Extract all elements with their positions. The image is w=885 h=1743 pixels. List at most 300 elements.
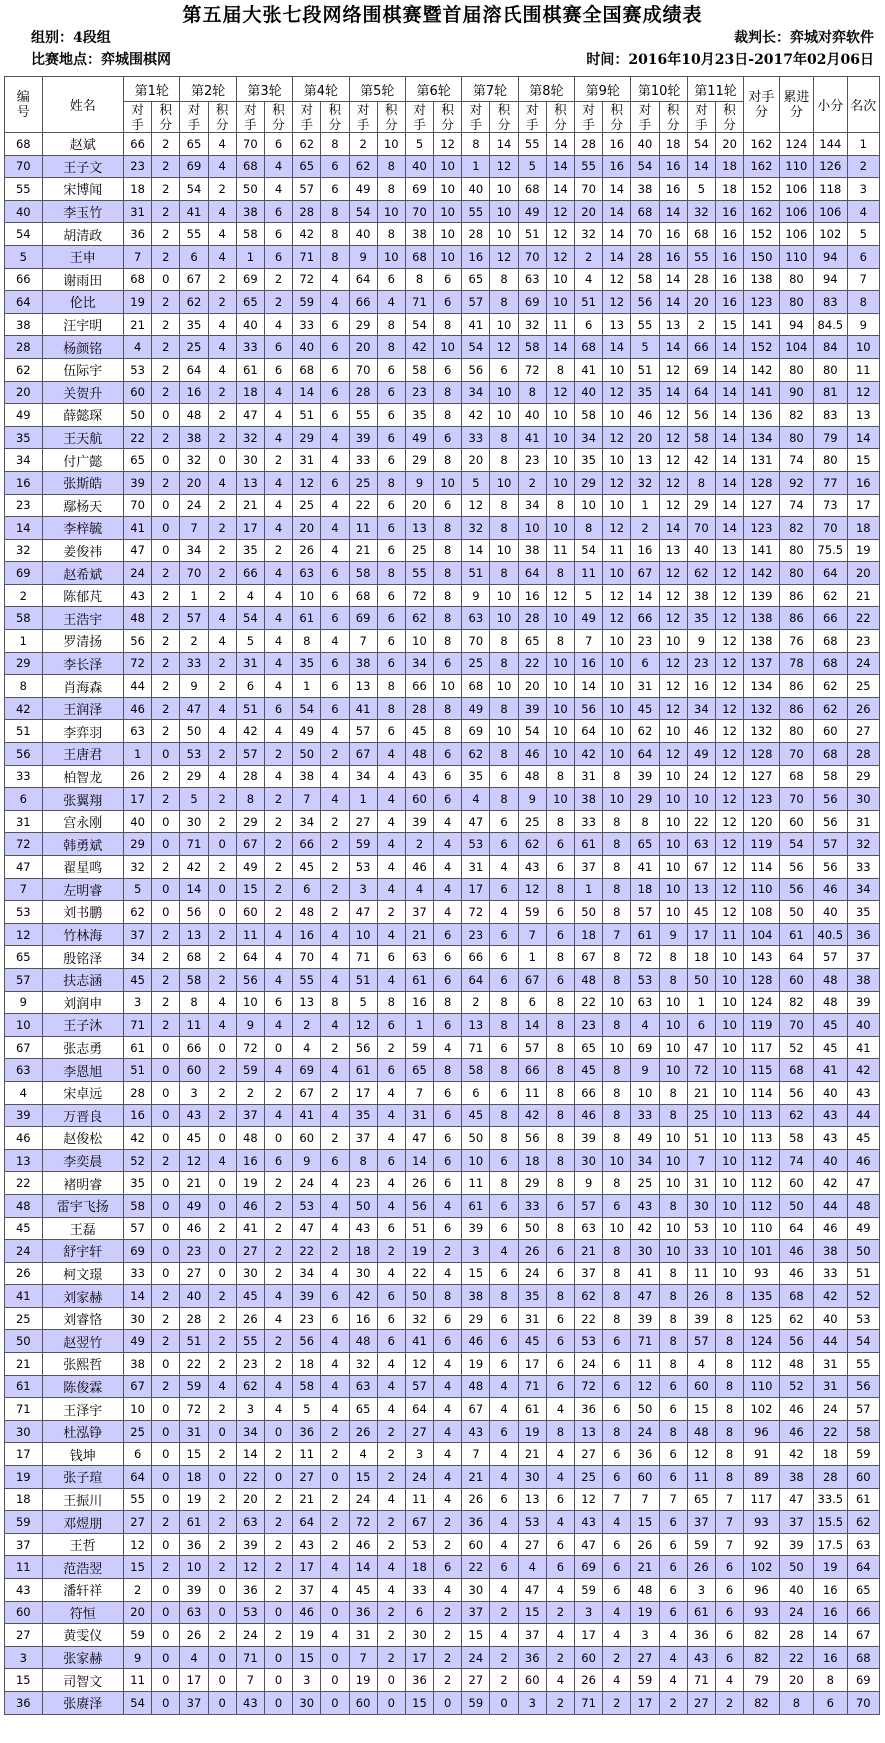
table-row: [5, 1443, 880, 1466]
round-2-opponent: 7: [180, 517, 208, 540]
round-5-opponent: 55: [349, 404, 377, 427]
round-4-points: 6: [321, 381, 349, 404]
round-4-opponent: 70: [293, 946, 321, 969]
round-2-opponent: 15: [180, 1443, 208, 1466]
round-7-opponent: 1: [462, 155, 490, 178]
player-name: 雷宇飞扬: [42, 1194, 123, 1217]
round-8-opponent: 20: [518, 675, 546, 698]
round-7-opponent: 47: [462, 810, 490, 833]
round-10-opponent: 49: [631, 1127, 659, 1150]
round-10-opponent: 4: [631, 1014, 659, 1037]
round-9-opponent: 1: [575, 878, 603, 901]
round-5-opponent: 63: [349, 1375, 377, 1398]
round-2-opponent: 35: [180, 313, 208, 336]
progressive-score: 50: [779, 1556, 813, 1579]
round-8-opponent: 9: [518, 788, 546, 811]
round-5-opponent: 25: [349, 471, 377, 494]
round-1-opponent: 54: [124, 1691, 152, 1714]
round-4-points: 6: [321, 607, 349, 630]
round-6-points: 4: [434, 1443, 462, 1466]
table-row: [5, 155, 880, 178]
round-9-points: 14: [603, 245, 631, 268]
rank: 1: [847, 133, 879, 156]
round-11-opponent: 54: [687, 133, 715, 156]
round-5-points: 4: [377, 878, 405, 901]
round-4-opponent: 30: [293, 1691, 321, 1714]
round-1-opponent: 18: [124, 178, 152, 201]
round-6-opponent: 48: [405, 743, 433, 766]
round-8-points: 8: [546, 765, 574, 788]
round-7-points: 12: [490, 245, 518, 268]
round-5-opponent: 46: [349, 1533, 377, 1556]
round-9-opponent: 68: [575, 336, 603, 359]
round-7-opponent: 67: [462, 1398, 490, 1421]
round-11-points: 12: [715, 720, 743, 743]
rank: 44: [847, 1104, 879, 1127]
round-6-opponent: 55: [405, 562, 433, 585]
round-3-opponent: 31: [236, 652, 264, 675]
round-10-opponent: 38: [631, 178, 659, 201]
round-5-opponent: 3: [349, 878, 377, 901]
opponent-score: 128: [744, 968, 779, 991]
round-6-opponent: 40: [405, 155, 433, 178]
round-10-opponent: 39: [631, 765, 659, 788]
round-5-opponent: 11: [349, 517, 377, 540]
small-score: 62: [814, 584, 847, 607]
round-10-opponent: 62: [631, 720, 659, 743]
opponent-score: 91: [744, 1443, 779, 1466]
round-11-points: 12: [715, 878, 743, 901]
opponent-score: 101: [744, 1240, 779, 1263]
opponent-score: 127: [744, 494, 779, 517]
header-round-1: 第1轮: [124, 77, 180, 102]
round-11-points: 8: [715, 1466, 743, 1489]
round-4-opponent: 26: [293, 539, 321, 562]
round-4-opponent: 33: [293, 313, 321, 336]
small-score: 83: [814, 404, 847, 427]
player-number: 5: [5, 245, 43, 268]
small-score: 66: [814, 607, 847, 630]
round-1-points: 0: [152, 1646, 180, 1669]
round-10-opponent: 58: [631, 268, 659, 291]
table-row: [5, 471, 880, 494]
round-7-points: 6: [490, 1036, 518, 1059]
round-9-opponent: 40: [575, 381, 603, 404]
table-row: [5, 426, 880, 449]
round-9-opponent: 54: [575, 539, 603, 562]
round-9-points: 8: [603, 1014, 631, 1037]
round-10-points: 10: [659, 901, 687, 924]
round-4-points: 4: [321, 1579, 349, 1602]
round-10-points: 12: [659, 494, 687, 517]
small-score: 41: [814, 1059, 847, 1082]
round-1-opponent: 52: [124, 1149, 152, 1172]
table-row: [5, 223, 880, 246]
round-3-points: 4: [264, 155, 292, 178]
round-1-opponent: 17: [124, 788, 152, 811]
round-1-opponent: 44: [124, 675, 152, 698]
round-10-opponent: 13: [631, 449, 659, 472]
round-8-opponent: 13: [518, 1488, 546, 1511]
opponent-score: 119: [744, 833, 779, 856]
round-7-points: 6: [490, 358, 518, 381]
round-3-points: 2: [264, 1172, 292, 1195]
round-1-points: 0: [152, 1262, 180, 1285]
round-1-opponent: 25: [124, 1420, 152, 1443]
player-number: 53: [5, 901, 43, 924]
opponent-score: 117: [744, 1036, 779, 1059]
round-11-points: 6: [715, 1579, 743, 1602]
round-8-opponent: 28: [518, 607, 546, 630]
round-1-points: 0: [152, 1104, 180, 1127]
opponent-score: 141: [744, 539, 779, 562]
round-2-points: 2: [208, 562, 236, 585]
round-2-opponent: 38: [180, 426, 208, 449]
round-5-points: 4: [377, 1262, 405, 1285]
round-11-points: 10: [715, 1036, 743, 1059]
progressive-score: 39: [779, 1533, 813, 1556]
round-10-opponent: 68: [631, 200, 659, 223]
round-11-opponent: 59: [687, 1533, 715, 1556]
round-6-points: 2: [434, 1511, 462, 1534]
progressive-score: 28: [779, 1624, 813, 1647]
round-3-points: 6: [264, 1149, 292, 1172]
round-7-points: 10: [490, 223, 518, 246]
round-2-opponent: 29: [180, 765, 208, 788]
round-2-points: 2: [208, 178, 236, 201]
round-10-points: 10: [659, 1036, 687, 1059]
round-7-opponent: 6: [462, 1081, 490, 1104]
round-5-points: 6: [377, 449, 405, 472]
round-7-points: 6: [490, 878, 518, 901]
round-3-opponent: 58: [236, 223, 264, 246]
round-3-points: 4: [264, 494, 292, 517]
round-3-opponent: 1: [236, 245, 264, 268]
round-3-opponent: 9: [236, 1014, 264, 1037]
round-9-opponent: 59: [575, 1579, 603, 1602]
round-1-opponent: 4: [124, 336, 152, 359]
round-1-points: 0: [152, 1669, 180, 1692]
round-7-opponent: 7: [462, 1443, 490, 1466]
progressive-score: 37: [779, 1511, 813, 1534]
round-2-points: 0: [208, 1466, 236, 1489]
round-8-opponent: 50: [518, 1217, 546, 1240]
round-10-opponent: 23: [631, 630, 659, 653]
round-5-points: 8: [377, 991, 405, 1014]
round-1-opponent: 70: [124, 494, 152, 517]
opponent-score: 136: [744, 404, 779, 427]
round-6-opponent: 9: [405, 471, 433, 494]
round-3-opponent: 30: [236, 1262, 264, 1285]
round-5-points: 2: [377, 1646, 405, 1669]
progressive-score: 70: [779, 743, 813, 766]
player-name: 宫永刚: [42, 810, 123, 833]
round-8-opponent: 25: [518, 810, 546, 833]
opponent-score: 162: [744, 200, 779, 223]
round-4-points: 2: [321, 1240, 349, 1263]
round-10-points: 6: [659, 1533, 687, 1556]
round-9-opponent: 46: [575, 1104, 603, 1127]
round-2-opponent: 9: [180, 675, 208, 698]
round-8-opponent: 10: [518, 517, 546, 540]
player-number: 24: [5, 1240, 43, 1263]
table-row: [5, 743, 880, 766]
round-7-opponent: 20: [462, 449, 490, 472]
round-1-opponent: 49: [124, 1330, 152, 1353]
round-2-points: 4: [208, 607, 236, 630]
round-10-opponent: 63: [631, 991, 659, 1014]
header-round-3: 第3轮: [236, 77, 292, 102]
rank: 27: [847, 720, 879, 743]
player-number: 3: [5, 1646, 43, 1669]
table-body: [5, 133, 880, 1715]
round-4-opponent: 68: [293, 358, 321, 381]
table-row: [5, 1307, 880, 1330]
round-2-opponent: 20: [180, 471, 208, 494]
round-3-opponent: 17: [236, 517, 264, 540]
round-8-points: 8: [546, 946, 574, 969]
round-2-points: 4: [208, 200, 236, 223]
round-6-opponent: 35: [405, 404, 433, 427]
round-3-opponent: 29: [236, 810, 264, 833]
round-11-points: 10: [715, 991, 743, 1014]
round-10-points: 14: [659, 200, 687, 223]
round-4-points: 2: [321, 878, 349, 901]
round-3-opponent: 38: [236, 200, 264, 223]
round-1-points: 0: [152, 1601, 180, 1624]
round-4-opponent: 1: [293, 675, 321, 698]
report-title: 第五届大张七段网络围棋赛暨首届溶氏围棋赛全国赛成绩表: [182, 4, 703, 26]
opponent-score: 104: [744, 923, 779, 946]
round-6-opponent: 39: [405, 810, 433, 833]
rank: 41: [847, 1036, 879, 1059]
round-2-points: 2: [208, 1059, 236, 1082]
round-5-opponent: 28: [349, 381, 377, 404]
round-1-opponent: 35: [124, 1172, 152, 1195]
round-8-opponent: 46: [518, 743, 546, 766]
round-8-opponent: 56: [518, 1127, 546, 1150]
player-number: 50: [5, 1330, 43, 1353]
round-6-opponent: 20: [405, 494, 433, 517]
round-8-opponent: 8: [518, 381, 546, 404]
player-name: 王振川: [42, 1488, 123, 1511]
round-1-opponent: 68: [124, 268, 152, 291]
round-11-points: 8: [715, 1443, 743, 1466]
round-5-points: 4: [377, 1127, 405, 1150]
player-name: 陈郁芃: [42, 584, 123, 607]
round-8-opponent: 23: [518, 449, 546, 472]
round-11-opponent: 62: [687, 562, 715, 585]
round-6-opponent: 26: [405, 1172, 433, 1195]
round-8-points: 6: [546, 1194, 574, 1217]
round-7-opponent: 26: [462, 1488, 490, 1511]
round-9-points: 10: [603, 494, 631, 517]
round-5-opponent: 54: [349, 200, 377, 223]
round-8-opponent: 38: [518, 539, 546, 562]
round-1-opponent: 56: [124, 630, 152, 653]
player-number: 65: [5, 946, 43, 969]
round-7-points: 6: [490, 1194, 518, 1217]
round-3-points: 2: [264, 743, 292, 766]
round-2-opponent: 63: [180, 1601, 208, 1624]
round-4-opponent: 45: [293, 856, 321, 879]
round-10-points: 10: [659, 878, 687, 901]
table-row: [5, 1240, 880, 1263]
table-row: [5, 901, 880, 924]
round-11-points: 10: [715, 1081, 743, 1104]
round-6-opponent: 41: [405, 1330, 433, 1353]
round-3-points: 2: [264, 539, 292, 562]
round-7-opponent: 11: [462, 1172, 490, 1195]
round-11-opponent: 10: [687, 788, 715, 811]
header-round-8: 第8轮: [518, 77, 574, 102]
round-4-opponent: 24: [293, 1172, 321, 1195]
round-1-opponent: 1: [124, 743, 152, 766]
round-10-points: 14: [659, 291, 687, 314]
round-8-opponent: 31: [518, 1307, 546, 1330]
round-7-opponent: 3: [462, 1240, 490, 1263]
round-2-points: 2: [208, 675, 236, 698]
round-1-points: 2: [152, 856, 180, 879]
round-4-points: 4: [321, 449, 349, 472]
round-10-points: 10: [659, 765, 687, 788]
player-number: 51: [5, 720, 43, 743]
round-10-points: 12: [659, 743, 687, 766]
round-7-opponent: 4: [462, 788, 490, 811]
table-row: [5, 833, 880, 856]
player-number: 33: [5, 765, 43, 788]
round-3-points: 0: [264, 1466, 292, 1489]
rank: 21: [847, 584, 879, 607]
round-9-points: 8: [603, 1127, 631, 1150]
round-1-opponent: 20: [124, 1601, 152, 1624]
header-round-9: 第9轮: [575, 77, 631, 102]
rank: 42: [847, 1059, 879, 1082]
rank: 25: [847, 675, 879, 698]
table-row: [5, 1127, 880, 1150]
round-11-points: 12: [715, 765, 743, 788]
round-4-opponent: 3: [293, 1669, 321, 1692]
round-5-opponent: 51: [349, 968, 377, 991]
round-10-opponent: 39: [631, 1307, 659, 1330]
rank: 14: [847, 426, 879, 449]
round-1-points: 2: [152, 1149, 180, 1172]
round-7-points: 8: [490, 788, 518, 811]
round-3-opponent: 60: [236, 901, 264, 924]
small-score: 8: [814, 1669, 847, 1692]
round-1-opponent: 65: [124, 449, 152, 472]
opponent-score: 102: [744, 1556, 779, 1579]
round-6-opponent: 19: [405, 1240, 433, 1263]
rank: 12: [847, 381, 879, 404]
player-name: 付广懿: [42, 449, 123, 472]
table-row: [5, 1194, 880, 1217]
progressive-score: 86: [779, 584, 813, 607]
round-10-opponent: 55: [631, 313, 659, 336]
table-row: [5, 1601, 880, 1624]
round-6-opponent: 16: [405, 991, 433, 1014]
round-3-points: 4: [264, 1307, 292, 1330]
round-1-points: 2: [152, 336, 180, 359]
table-row: [5, 1466, 880, 1489]
round-9-points: 16: [603, 133, 631, 156]
round-9-points: 10: [603, 1036, 631, 1059]
round-4-points: 6: [321, 471, 349, 494]
round-2-points: 2: [208, 810, 236, 833]
round-11-points: 12: [715, 697, 743, 720]
round-6-opponent: 60: [405, 788, 433, 811]
rank: 2: [847, 155, 879, 178]
round-9-points: 6: [603, 1466, 631, 1489]
round-3-points: 4: [264, 1059, 292, 1082]
round-2-opponent: 4: [180, 1646, 208, 1669]
player-number: 8: [5, 675, 43, 698]
round-7-opponent: 42: [462, 404, 490, 427]
round-4-opponent: 58: [293, 1375, 321, 1398]
small-score: 84: [814, 336, 847, 359]
round-4-points: 4: [321, 765, 349, 788]
round-10-points: 12: [659, 562, 687, 585]
progressive-score: 38: [779, 1466, 813, 1489]
round-1-opponent: 15: [124, 1556, 152, 1579]
progressive-score: 60: [779, 968, 813, 991]
round-9-points: 6: [603, 1533, 631, 1556]
round-3-points: 2: [264, 1240, 292, 1263]
round-7-opponent: 48: [462, 1375, 490, 1398]
round-1-opponent: 24: [124, 562, 152, 585]
round-11-opponent: 4: [687, 1353, 715, 1376]
round-2-points: 0: [208, 449, 236, 472]
round-11-points: 12: [715, 856, 743, 879]
round-8-points: 10: [546, 471, 574, 494]
small-score: 94: [814, 268, 847, 291]
round-6-opponent: 5: [405, 133, 433, 156]
player-number: 20: [5, 381, 43, 404]
round-6-opponent: 23: [405, 381, 433, 404]
round-11-points: 8: [715, 1420, 743, 1443]
round-6-opponent: 18: [405, 1556, 433, 1579]
round-10-points: 10: [659, 630, 687, 653]
round-1-points: 2: [152, 1511, 180, 1534]
progressive-score: 46: [779, 1262, 813, 1285]
round-2-points: 0: [208, 1420, 236, 1443]
round-4-opponent: 43: [293, 1533, 321, 1556]
opponent-score: 123: [744, 517, 779, 540]
round-8-points: 6: [546, 833, 574, 856]
round-7-points: 6: [490, 833, 518, 856]
round-11-opponent: 22: [687, 810, 715, 833]
round-6-opponent: 59: [405, 1036, 433, 1059]
round-11-opponent: 55: [687, 245, 715, 268]
round-9-opponent: 61: [575, 833, 603, 856]
round-6-opponent: 63: [405, 946, 433, 969]
round-4-points: 6: [321, 178, 349, 201]
player-name: 李奕晨: [42, 1149, 123, 1172]
progressive-score: 110: [779, 245, 813, 268]
player-name: 张志勇: [42, 1036, 123, 1059]
round-1-points: 2: [152, 358, 180, 381]
small-score: 68: [814, 652, 847, 675]
opponent-score: 112: [744, 1172, 779, 1195]
round-4-points: 6: [321, 313, 349, 336]
round-8-opponent: 4: [518, 1556, 546, 1579]
round-4-opponent: 39: [293, 1285, 321, 1308]
round-6-opponent: 21: [405, 923, 433, 946]
round-11-opponent: 71: [687, 1669, 715, 1692]
header-points: 积分: [490, 102, 518, 133]
round-6-opponent: 14: [405, 1149, 433, 1172]
round-2-points: 2: [208, 1624, 236, 1647]
